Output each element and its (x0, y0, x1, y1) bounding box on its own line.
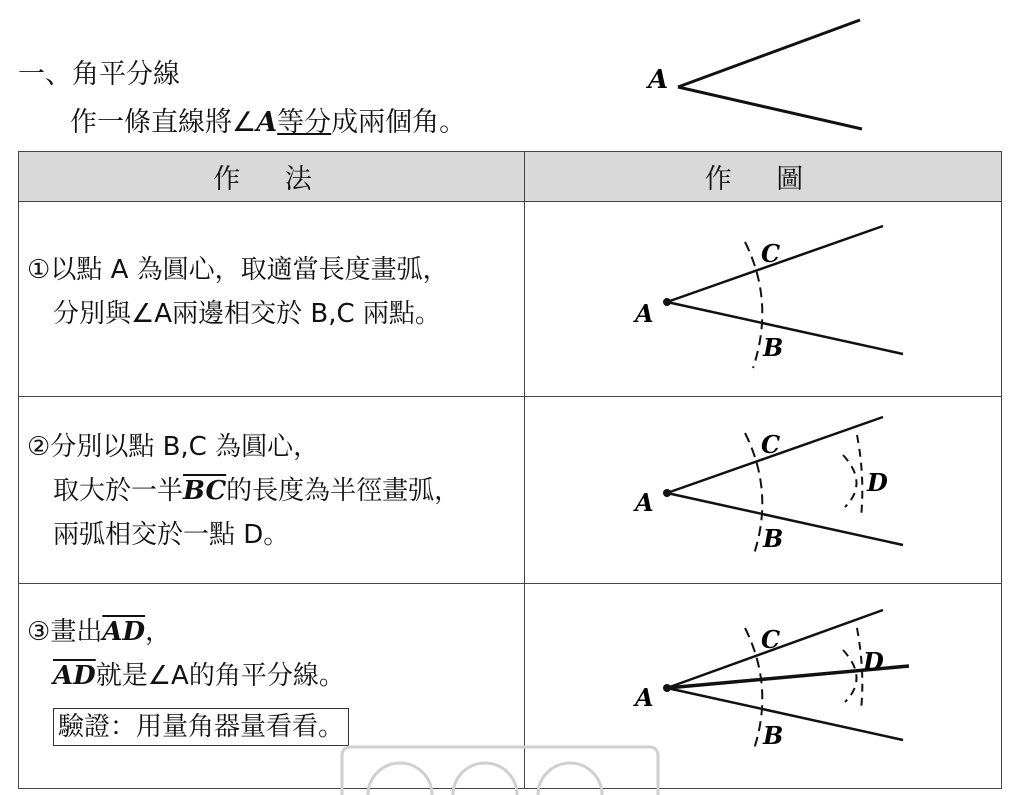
label-d: D (863, 647, 884, 676)
arc-from-a (745, 242, 762, 368)
ray-lower (667, 493, 903, 545)
label-c: C (761, 239, 781, 268)
step-3-line2-post: 就是∠A的角平分線。 (95, 661, 345, 691)
watermark-circle-1 (368, 763, 432, 795)
step-1-figure (525, 202, 1002, 397)
header-figure: 作 圖 (525, 152, 1002, 202)
step-1-line2: 分別與∠A兩邊相交於 B,C 兩點。 (53, 299, 441, 329)
point-a (663, 489, 671, 497)
angle-ray-lower (678, 87, 862, 129)
watermark-circle-2 (453, 763, 517, 795)
arc-from-b (857, 435, 862, 517)
arc-from-c (843, 455, 857, 507)
label-a: A (635, 299, 654, 328)
step-2-line2-pre: 取大於一半 (53, 476, 184, 506)
arc-from-a (745, 628, 762, 752)
point-a (663, 298, 671, 306)
label-a: A (635, 488, 654, 517)
intro-angle-var: A (256, 107, 278, 138)
watermark-logo (340, 745, 660, 795)
label-b: B (763, 721, 784, 750)
construction-table (18, 151, 1002, 789)
step-1-diagram (525, 202, 1001, 392)
label-b: B (763, 333, 784, 362)
intro-prefix: 作一條直線將∠ (70, 107, 257, 138)
arc-from-a (745, 433, 762, 557)
step-3-line1-pre: 畫出 (50, 617, 103, 647)
step-2-line1: 分別以點 B,C 為圓心， (50, 432, 320, 462)
label-c: C (761, 430, 781, 459)
verify-box: 驗證：用量角器量看看。 (53, 708, 349, 746)
intro-text (70, 100, 466, 139)
step-2-line3: 兩弧相交於一點 D。 (53, 520, 290, 550)
ray-lower (667, 688, 903, 740)
intro-suffix: 成兩個角。 (331, 107, 467, 138)
ray-ad-label: $\overline{AD}$ (102, 617, 146, 647)
angle-diagram (640, 12, 880, 137)
step-2-figure (525, 397, 1002, 584)
header-method: 作 法 (19, 152, 525, 202)
ray-lower (667, 302, 903, 354)
label-a: A (648, 65, 669, 95)
ray-ad-label: $\overline{AD}$ (53, 661, 96, 691)
label-c: C (761, 625, 781, 654)
watermark-circle-3 (538, 763, 602, 795)
arc-from-c (843, 650, 857, 702)
step-3-line1-post: ， (145, 617, 172, 647)
step-2-diagram (525, 397, 1001, 579)
label-a: A (635, 683, 654, 712)
section-heading: 一、角平分線 (18, 59, 180, 90)
step-2-line2-post: 的長度為半徑畫弧， (226, 476, 461, 506)
step-1-line1: 以點 A 為圓心，取適當長度畫弧， (50, 255, 449, 285)
step-2-text (19, 397, 525, 584)
point-a (663, 684, 671, 692)
label-d: D (867, 468, 888, 497)
step-2-marker: ② (27, 432, 51, 462)
step-1-marker: ① (27, 255, 51, 285)
label-b: B (763, 524, 784, 553)
step-1-text (19, 202, 525, 397)
segment-bc: $\overline{BC}$ (183, 476, 227, 506)
intro-underlined: 等分 (277, 107, 332, 138)
angle-ray-upper (678, 20, 860, 87)
step-3-marker: ③ (27, 617, 51, 647)
